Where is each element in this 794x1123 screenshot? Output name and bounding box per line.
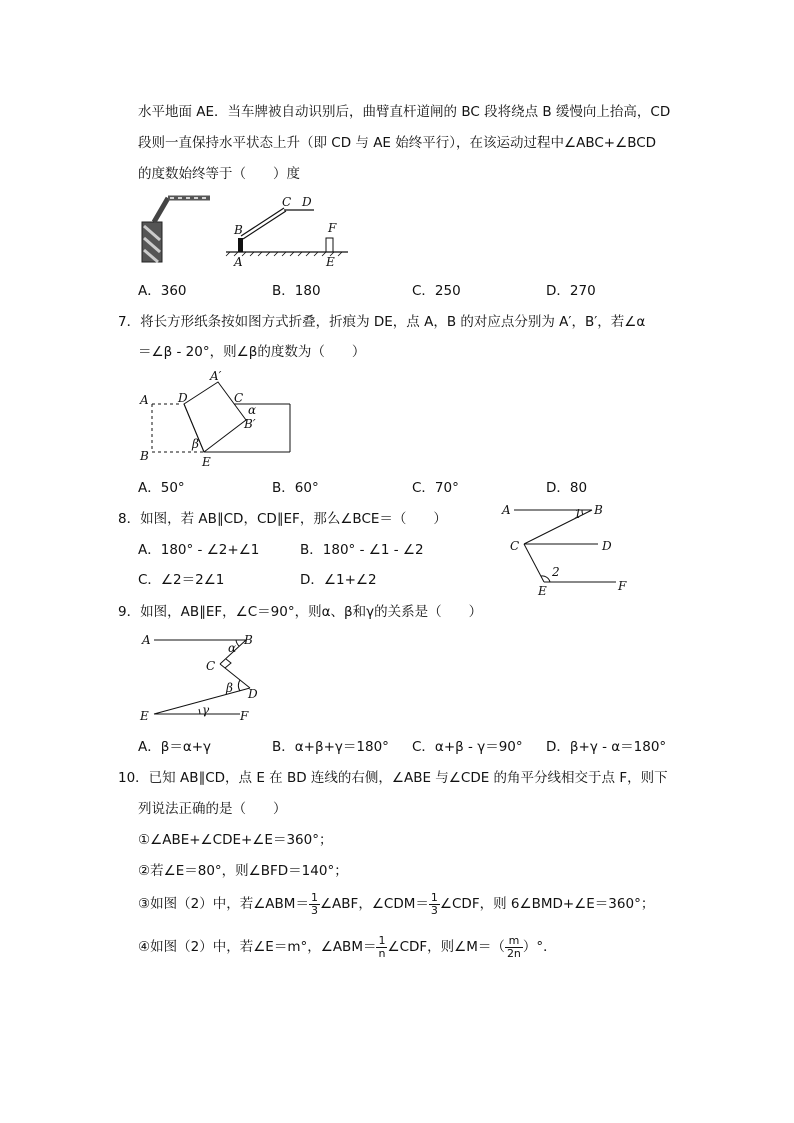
q7-label-A-prime: A′: [210, 369, 222, 383]
q7-label-A: A: [140, 393, 149, 407]
q8-figure: [498, 498, 638, 596]
q10-s3-fraction-1: $\frac{1}{3}$: [310, 890, 318, 917]
q8-label-F: F: [618, 579, 627, 593]
q6-option-c[interactable]: C．250: [412, 283, 461, 299]
q8-text-line1: 8．如图，若 AB∥CD，CD∥EF，那么∠BCE＝（ ）: [118, 511, 447, 527]
q7-option-a[interactable]: A．50°: [138, 480, 185, 496]
q10-s4-part-a: ④如图（2）中，若∠E＝m°，∠ABM＝: [138, 939, 377, 955]
q6-label-A: A: [234, 255, 243, 269]
q10-text-line1: 10．已知 AB∥CD，点 E 在 BD 连线的右侧，∠ABE 与∠CDE 的角平分线相交于点 F，则下: [118, 770, 668, 786]
q9-label-gamma: γ: [202, 703, 210, 717]
q8-option-d[interactable]: D．∠1+∠2: [300, 572, 377, 588]
q10-text-line2: 列说法正确的是（ ）: [138, 801, 287, 817]
q7-label-E: E: [202, 455, 211, 469]
q7-option-b[interactable]: B．60°: [272, 480, 319, 496]
q8-option-b[interactable]: B．180° - ∠1 - ∠2: [300, 542, 424, 558]
q8-label-E: E: [538, 584, 547, 596]
q9-label-A: A: [142, 633, 151, 647]
q10-s4-fraction-2: $\frac{m}{2n}$: [506, 933, 521, 960]
q8-label-angle1: 1: [574, 507, 582, 521]
q8-option-a[interactable]: A．180° - ∠2+∠1: [138, 542, 260, 558]
q9-option-d[interactable]: D．β+γ - α＝180°: [546, 739, 667, 755]
q10-statement-3: [138, 888, 654, 920]
q9-label-alpha: α: [228, 641, 237, 655]
q10-s4-part-b: ∠CDF，则∠M＝（: [387, 939, 505, 955]
q9-option-c[interactable]: C．α+β - γ＝90°: [412, 739, 523, 755]
q7-label-B-prime: B′: [244, 417, 256, 431]
q9-option-a[interactable]: A．β＝α+γ: [138, 739, 212, 755]
q10-s3-fraction-2: $\frac{1}{3}$: [430, 890, 438, 917]
q9-label-B: B: [244, 633, 253, 647]
q7-label-B: B: [140, 449, 149, 463]
q6-text-line3: 的度数始终等于（ ）度: [138, 166, 300, 182]
q6-figure: [138, 190, 378, 270]
q9-figure: [136, 628, 266, 724]
q10-statement-1: ①∠ABE+∠CDE+∠E＝360°；: [138, 832, 333, 848]
q9-label-D: D: [248, 687, 258, 701]
q7-text-line2: ＝∠β - 20°，则∠β的度数为（ ）: [138, 344, 366, 360]
q7-option-d[interactable]: D．80: [546, 480, 588, 496]
q8-label-angle2: 2: [552, 565, 560, 579]
q8-label-A: A: [502, 503, 511, 517]
q9-label-C: C: [206, 659, 216, 673]
q6-label-F: F: [328, 221, 337, 235]
q7-label-C: C: [234, 391, 244, 405]
q6-label-B: B: [234, 223, 243, 237]
q6-option-b[interactable]: B．180: [272, 283, 321, 299]
q8-option-c[interactable]: C．∠2＝2∠1: [138, 572, 225, 588]
q10-s3-part-b: ∠ABF，∠CDM＝: [319, 896, 429, 912]
q10-s4-fraction-1: $\frac{1}{n}$: [378, 933, 386, 960]
q9-text-line1: 9．如图，AB∥EF，∠C＝90°，则α、β和γ的关系是（ ）: [118, 604, 483, 620]
q9-label-beta: β: [226, 681, 233, 695]
q7-label-alpha: α: [248, 403, 257, 417]
q8-label-D: D: [602, 539, 612, 553]
q6-label-E: E: [326, 255, 335, 269]
q10-s3-part-c: ∠CDF，则 6∠BMD+∠E＝360°；: [439, 896, 655, 912]
q7-label-D: D: [178, 391, 188, 405]
q6-label-D: D: [302, 195, 312, 209]
q8-label-C: C: [510, 539, 520, 553]
q7-figure: [136, 366, 296, 470]
q6-label-C: C: [282, 195, 292, 209]
q6-option-a[interactable]: A．360: [138, 283, 187, 299]
q7-text-line1: 7．将长方形纸条按如图方式折叠，折痕为 DE，点 A，B 的对应点分别为 A′，B′，若∠α: [118, 314, 646, 330]
q7-option-c[interactable]: C．70°: [412, 480, 459, 496]
q7-label-beta: β: [192, 437, 199, 451]
q6-text-line1: 水平地面 AE．当车牌被自动识别后，曲臂直杆道闸的 BC 段将绕点 B 缓慢向上抬高，CD: [138, 104, 671, 120]
q10-s4-part-c: ）°．: [522, 939, 557, 955]
q8-label-B: B: [594, 503, 603, 517]
q6-text-line2: 段则一直保持水平状态上升（即 CD 与 AE 始终平行），在该运动过程中∠ABC+∠BCD: [138, 135, 657, 151]
q9-option-b[interactable]: B．α+β+γ＝180°: [272, 739, 389, 755]
q10-s3-part-a: ③如图（2）中，若∠ABM＝: [138, 896, 309, 912]
q10-statement-4: [138, 931, 557, 963]
q10-statement-2: ②若∠E＝80°，则∠BFD＝140°；: [138, 863, 348, 879]
q9-label-E: E: [140, 709, 149, 723]
barrier-photo-icon: [142, 198, 210, 262]
q6-option-d[interactable]: D．270: [546, 283, 596, 299]
q9-label-F: F: [240, 709, 249, 723]
